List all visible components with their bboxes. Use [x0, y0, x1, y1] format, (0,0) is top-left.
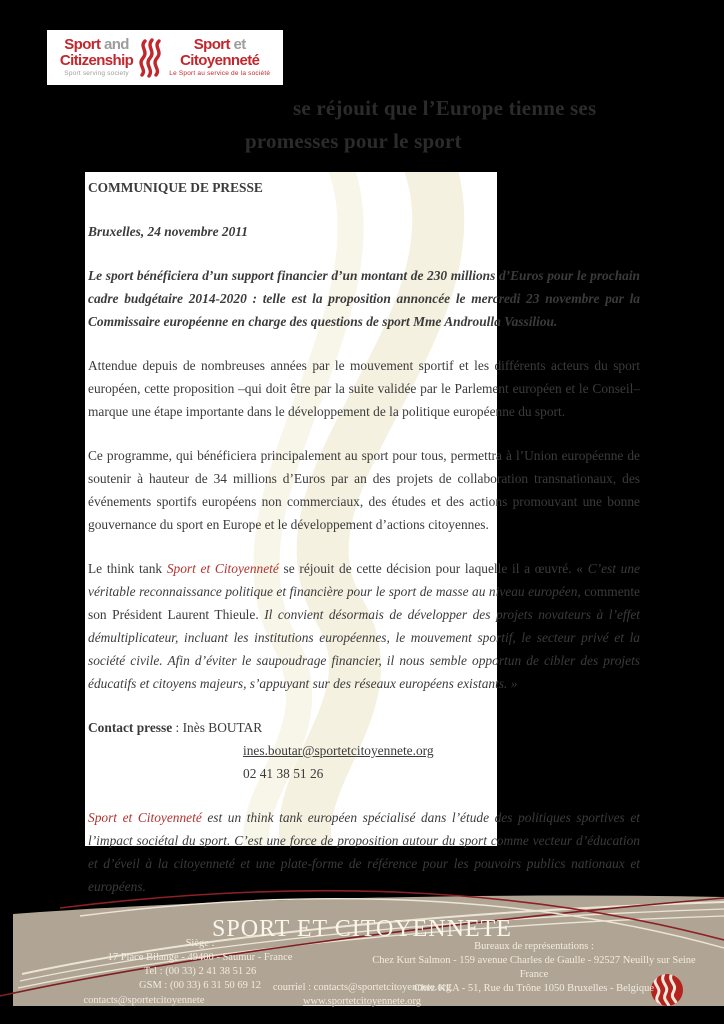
logo-en-word-and: and: [103, 36, 129, 54]
logo-sport-et-citoyennete: [169, 37, 270, 78]
contact-phone: 02 41 38 51 26: [243, 766, 324, 781]
para4-quote: C’est une véritable reconnaissance politique et financière pour le sport de masse au niveau européen,: [88, 561, 640, 599]
footer-bureaux-line1: Chez Kurt Salmon - 159 avenue Charles de Gaulle - 92527 Neuilly sur Seine France: [372, 955, 696, 980]
footer-siege-tel: Tel : (00 33) 2 41 38 51 26: [143, 966, 257, 977]
para4-text: se réjouit de cette décision pour laquelle il a œuvré. «: [278, 561, 588, 576]
doc-paragraph-3: Ce programme, qui bénéficiera principalement au sport pour tous, permettra à l’Union européenne de soutenir à hauteur de 34 millions d’Euros par an des projets de collaboration transnationaux, des événements sportifs européens non commerciaux, des études et des actions promouvant une bonne gouvernance du sport en Europe et le développement d’actions citoyennes.: [88, 448, 640, 532]
logo-fr-word-citoyennete: Citoyenneté: [180, 52, 260, 70]
para4-text: Le think tank: [88, 561, 167, 576]
para4-brand-name: Sport et Citoyenneté: [166, 561, 279, 576]
para4-quote: Il convient désormais de développer des projets novateurs à l’effet démultiplicateur, incluant les institutions européennes, le mouvement sportif, le secteur privé et la société civile. Afin d’éviter le saupoudrage financier, il nous semble opportun de cibler des projets éducatifs et citoyens majeurs, s’appuyant sur des réseaux européens existants. »: [88, 607, 641, 691]
doc-paragraph-4: [88, 557, 640, 695]
footer-bureaux-line2: Chez KEA - 51, Rue du Trône 1050 Bruxelles - Belgique: [413, 983, 655, 994]
logo-en-word-citizenship: Citizenship: [59, 52, 134, 70]
footer-courriel: courriel : contacts@sportetcitoyennete.org: [272, 982, 452, 993]
contact-name: : Inès BOUTAR: [172, 720, 263, 735]
page-title-line2: promesses pour le sport: [245, 129, 462, 153]
logo-fr-tagline: Le Sport au service de la société: [169, 70, 271, 78]
header-logo-strip: [47, 30, 283, 85]
footer-bureaux-heading: Bureaux de représentations :: [474, 941, 594, 952]
para4-attribution: commente son Président Laurent Thieule.: [88, 584, 640, 622]
doc-dateline: Bruxelles, 24 novembre 2011: [88, 224, 248, 239]
footer-website-link[interactable]: www.sportetcitoyennete.org: [302, 996, 422, 1007]
contact-email-line: [243, 739, 640, 762]
doc-paragraph-2: Attendue depuis de nombreuses années par le mouvement sportif et les différents acteurs du sport européen, cette proposition –qui doit être par la suite validée par le Parlement européen et le Conseil– marque une étape importante dans le développement de la politique européenne du sport.: [88, 358, 640, 419]
logo-en-word-sport: Sport: [64, 36, 101, 54]
footer-siege-gsm: GSM : (00 33) 6 31 50 69 12: [139, 980, 261, 991]
footer-title: SPORT ET CITOYENNETE: [212, 916, 512, 942]
logo-fr-word-sport: Sport: [193, 36, 230, 54]
para5-brand-name: Sport et Citoyenneté: [88, 810, 202, 825]
logo-fr-word-et: et: [233, 36, 246, 54]
document-body: [88, 176, 640, 898]
footer-siege-heading: Siège :: [185, 938, 215, 949]
logo-en-tagline: Sport serving society: [64, 70, 129, 78]
doc-lead-paragraph: Le sport bénéficiera d’un support financier d’un montant de 230 millions d’Euros pour le prochain cadre budgétaire 2014-2020 : telle est la proposition annoncée le mercredi 23 novembre par la Commissaire européenne en charge des questions de sport Mme Androulla Vassiliou.: [88, 268, 640, 329]
footer-siege-address: 17 Place Bilange - 49400 - Saumur - France: [107, 952, 293, 963]
footer-contact-email: contacts@sportetcitoyennete: [83, 995, 205, 1006]
contact-label: Contact presse: [88, 720, 173, 735]
para5-text: est un think tank européen spécialisé dans l’étude des politiques sportives et l’impact sociétal du sport. C’est une force de proposition autour du sport comme vecteur d’éducation et d’éveil à la citoyenneté et une plate-forme de référence pour les pouvoirs publics nationaux et européens.: [88, 810, 640, 894]
sss-swirl-icon: [138, 37, 164, 79]
page-title-line1: se réjouit que l’Europe tienne ses: [293, 96, 597, 120]
contact-email-link[interactable]: ines.boutar@sportetcitoyennete.org: [243, 743, 434, 758]
doc-paragraph-5: [88, 806, 640, 898]
doc-header: COMMUNIQUE DE PRESSE: [88, 180, 263, 195]
contact-press-line: [88, 716, 640, 739]
logo-sport-and-citizenship: [60, 37, 133, 78]
